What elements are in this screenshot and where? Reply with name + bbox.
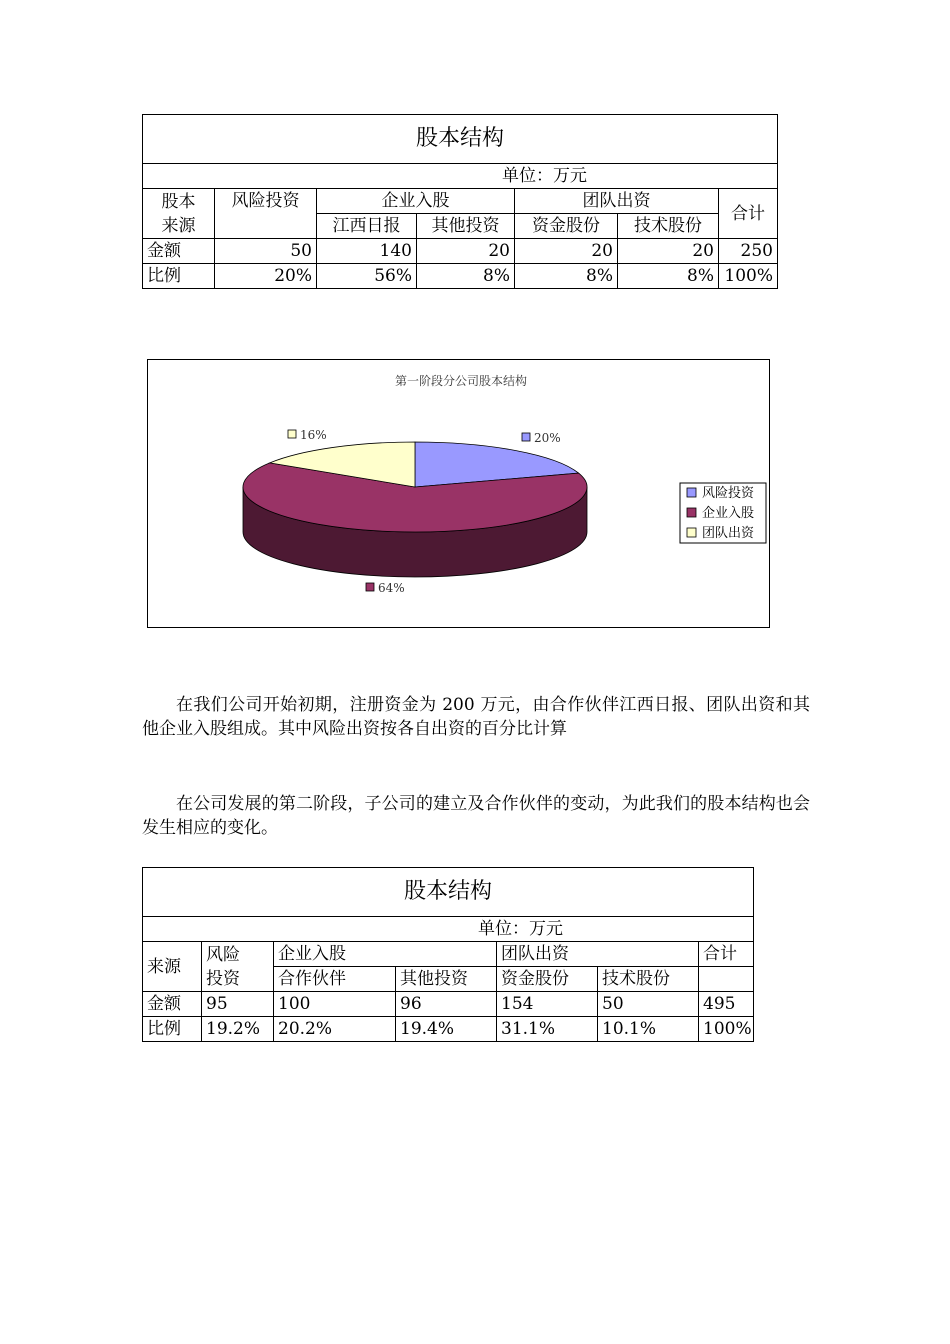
row-label-amount: 金额 <box>143 239 215 264</box>
legend-label: 风险投资 <box>702 486 755 501</box>
header-total: 合计 <box>699 942 754 967</box>
cell-value: 495 <box>699 992 754 1017</box>
header-enterprise-shares: 企业入股 <box>317 189 515 214</box>
header-other-investment: 其他投资 <box>396 967 497 992</box>
pie-data-label: 64% <box>378 581 405 595</box>
table-row <box>143 1017 754 1042</box>
pie-slices <box>243 442 587 532</box>
row-label-ratio: 比例 <box>143 1017 202 1042</box>
header-source: 来源 <box>143 942 202 992</box>
table-title: 股本结构 <box>143 115 778 164</box>
equity-table-stage-2 <box>142 867 754 1042</box>
cell-value: 20.2% <box>274 1017 396 1042</box>
table-title: 股本结构 <box>143 868 754 917</box>
cell-value: 20 <box>618 239 719 264</box>
legend-swatch <box>687 488 696 497</box>
table-unit: 单位：万元 <box>143 917 754 942</box>
cell-value: 100 <box>274 992 396 1017</box>
cell-value: 8% <box>618 264 719 289</box>
cell-value: 50 <box>598 992 699 1017</box>
legend-swatch <box>687 508 696 517</box>
cell-value: 8% <box>417 264 515 289</box>
header-capital-shares: 资金股份 <box>497 967 598 992</box>
cell-value: 56% <box>317 264 417 289</box>
header-risk-investment: 风险投资 <box>215 189 317 239</box>
cell-value: 96 <box>396 992 497 1017</box>
header-tech-shares: 技术股份 <box>598 967 699 992</box>
header-capital-shares: 资金股份 <box>515 214 618 239</box>
cell-value: 8% <box>515 264 618 289</box>
paragraph-stage-1: 在我们公司开始初期，注册资金为 200 万元，由合作伙伴江西日报、团队出资和其他企业入股组成。其中风险出资按各自出资的百分比计算 <box>142 695 810 739</box>
cell-value: 20% <box>215 264 317 289</box>
header-other-investment: 其他投资 <box>417 214 515 239</box>
pie-data-label: 20% <box>534 431 561 445</box>
legend-swatch <box>687 528 696 537</box>
cell-value: 20 <box>417 239 515 264</box>
cell-value: 50 <box>215 239 317 264</box>
cell-value: 19.2% <box>202 1017 274 1042</box>
cell-value: 31.1% <box>497 1017 598 1042</box>
pie-data-label: 16% <box>300 428 327 442</box>
header-tech-shares: 技术股份 <box>618 214 719 239</box>
chart-legend <box>680 483 766 543</box>
cell-value: 20 <box>515 239 618 264</box>
header-team-capital: 团队出资 <box>497 942 699 967</box>
cell-value: 100% <box>719 264 778 289</box>
pie-chart-svg <box>148 360 769 627</box>
table-row <box>143 239 778 264</box>
cell-value: 154 <box>497 992 598 1017</box>
table-row <box>143 992 754 1017</box>
table-unit: 单位：万元 <box>143 164 778 189</box>
header-team-capital: 团队出资 <box>515 189 719 214</box>
legend-label: 团队出资 <box>702 526 755 541</box>
cell-value: 95 <box>202 992 274 1017</box>
data-label-swatch <box>522 433 530 441</box>
row-label-ratio: 比例 <box>143 264 215 289</box>
header-total: 合计 <box>719 189 778 239</box>
legend-label: 企业入股 <box>702 506 755 521</box>
pie-chart <box>147 359 770 628</box>
cell-value: 140 <box>317 239 417 264</box>
cell-value: 10.1% <box>598 1017 699 1042</box>
equity-table-stage-1 <box>142 114 778 289</box>
cell-value: 250 <box>719 239 778 264</box>
chart-title: 第一阶段分公司股本结构 <box>394 374 528 388</box>
header-jiangxi-daily: 江西日报 <box>317 214 417 239</box>
header-source: 股本 来源 <box>143 189 215 239</box>
header-empty <box>699 967 754 992</box>
data-label-swatch <box>366 583 374 591</box>
header-risk-investment: 风险 投资 <box>202 942 274 992</box>
table-row <box>143 264 778 289</box>
cell-value: 100% <box>699 1017 754 1042</box>
data-label-swatch <box>288 430 296 438</box>
cell-value: 19.4% <box>396 1017 497 1042</box>
header-enterprise-shares: 企业入股 <box>274 942 497 967</box>
header-partner: 合作伙伴 <box>274 967 396 992</box>
row-label-amount: 金额 <box>143 992 202 1017</box>
paragraph-stage-2: 在公司发展的第二阶段，子公司的建立及合作伙伴的变动，为此我们的股本结构也会发生相应的变化。 <box>142 794 810 838</box>
